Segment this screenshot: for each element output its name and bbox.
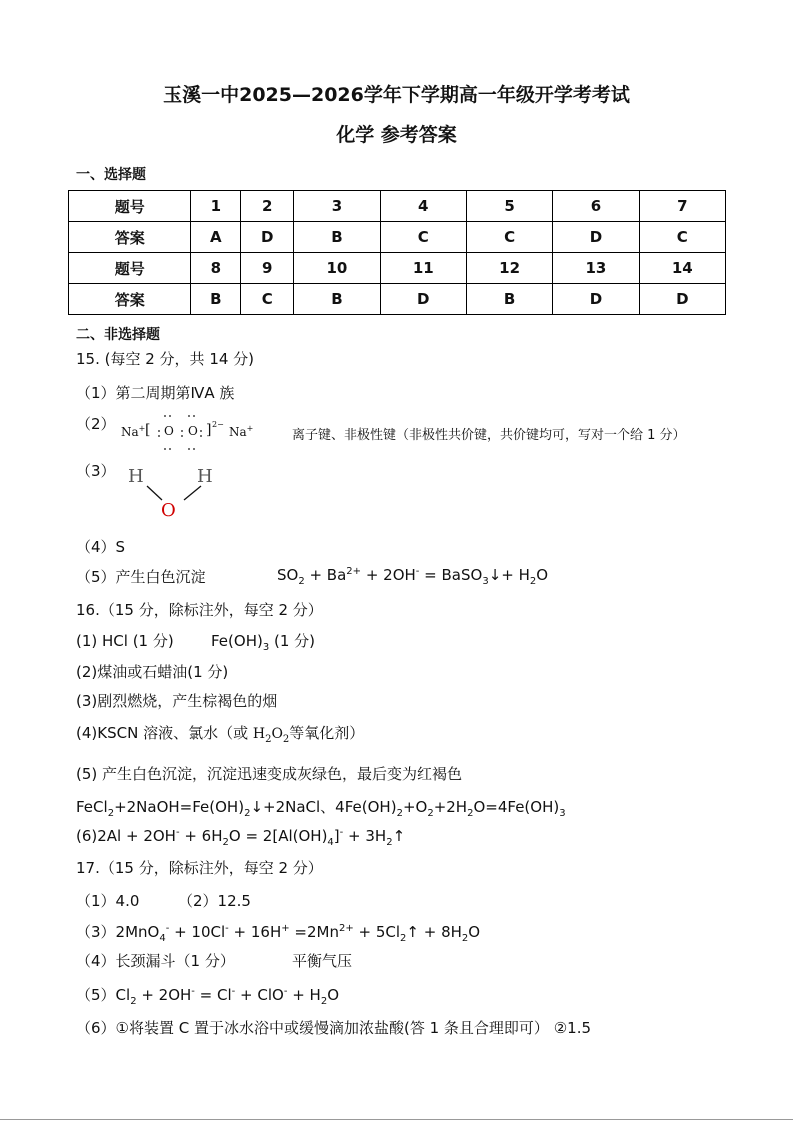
answer-table-cell: C [466,222,552,253]
title-line-2: 化学 参考答案 [336,124,457,146]
answer-table-cell: B [294,222,380,253]
q15-part5-label: （5）产生白色沉淀 [76,568,206,586]
answer-table-cell: A [191,222,241,253]
q16-part5-equation: $FeCl_2+2NaOH=Fe(OH)_2↓+2NaCl$、$4Fe(OH)_2+O_2+2H_2O=4Fe(OH)_3$ [76,798,566,819]
answer-table-cell: B [191,284,241,315]
answer-table-cell: 8 [191,253,241,284]
answer-table-row-header: 题号 [69,191,191,222]
q16-part1a: (1) HCl (1 分) [76,632,174,650]
page-bottom-rule [0,1119,793,1120]
answer-table-cell: 4 [380,191,466,222]
q15-part2-answer: 离子键、非极性键（非极性共价键，共价键均可，写对一个给 1 分） [292,428,686,443]
water-structure [120,462,220,524]
q17-part4a: （4）长颈漏斗（1 分） [76,952,235,970]
answer-table-cell: C [639,222,725,253]
q15-part2-label: （2） [76,415,116,433]
title-line-1: 玉溪一中2025—2026学年下学期高一年级开学考考试 [163,84,630,106]
answer-table-cell: 7 [639,191,725,222]
answer-table-row [69,253,726,284]
answer-table-cell: C [380,222,466,253]
answer-table-cell: 11 [380,253,466,284]
answer-table-cell: 5 [466,191,552,222]
answer-table-cell: B [466,284,552,315]
q17-part3: $(3)2MnO_4^- + 10Cl^- + 16H^+ =2Mn^{2+}$ + $5Cl_2↑ + 8H_2O$ [76,923,481,944]
answer-table-cell: 2 [241,191,294,222]
q16-part1b: $Fe(OH)_3$ (1 分) [211,632,315,653]
answer-table-cell: 6 [553,191,639,222]
sodium-peroxide-electron-formula: Na+ [ O O ] 2− Na+ [121,408,261,452]
answer-table-cell: D [553,284,639,315]
answer-table-cell: 3 [294,191,380,222]
oxygen-atom: O [161,500,176,521]
answer-table-row [69,222,726,253]
answer-table-cell: D [553,222,639,253]
q15-part5-equation: $SO_2 + Ba^{2+} + 2OH^-$ = BaSO$_3$↓+ $H_2O$ [277,566,549,587]
answer-table-cell: D [639,284,725,315]
q16-part2: (2)煤油或石蜡油(1 分) [76,663,229,681]
q17-part2: （2）12.5 [178,892,251,910]
answer-table-row-header: 答案 [69,284,191,315]
hydrogen-right: H [197,466,213,487]
answer-table-cell: D [241,222,294,253]
q16-part5: (5) 产生白色沉淀，沉淀迅速变成灰绿色，最后变为红褐色 [76,765,463,783]
answer-table-row [69,191,726,222]
answer-table-row-header: 题号 [69,253,191,284]
answer-table-cell: C [241,284,294,315]
q17-part5: $(5)Cl_2 + 2OH^- = Cl^- + ClO^- + H_2O$ [76,986,340,1007]
answer-table-cell: D [380,284,466,315]
answer-table-cell: 9 [241,253,294,284]
answer-table [68,190,726,315]
answer-table-cell: 12 [466,253,552,284]
answer-table-cell: 1 [191,191,241,222]
q15-part3-label: （3） [76,462,116,480]
q15-part1: （1）第二周期第ⅣA 族 [76,384,235,402]
hydrogen-left: H [128,466,144,487]
answer-table-cell: 14 [639,253,725,284]
q17-part6: （6）①将装置 C 置于冰水浴中或缓慢滴加浓盐酸(答 1 条且合理即可） ②1.5 [76,1019,592,1037]
q16-part6: $(6)2Al + 2OH^- + 6H_2O = 2[Al(OH)_4]^-$ + $3H_2↑$ [76,827,406,848]
answer-table-row-header: 答案 [69,222,191,253]
q16-part3: (3)剧烈燃烧，产生棕褐色的烟 [76,692,278,710]
q17-header: 17.（15 分，除标注外，每空 2 分） [76,859,323,877]
section-1-title: 一、选择题 [76,167,146,183]
answer-table-row [69,284,726,315]
q16-header: 16.（15 分，除标注外，每空 2 分） [76,601,323,619]
q16-part4: (4)KSCN 溶液、氯水（或 $H_2O_2$等氧化剂） [76,724,365,745]
q17-part4b: 平衡气压 [292,952,353,970]
section-2-title: 二、非选择题 [76,327,160,343]
answer-table-cell: B [294,284,380,315]
q15-part4: （4）S [76,538,126,556]
electron-dots [121,408,261,452]
answer-table-cell: 13 [553,253,639,284]
q17-part1: （1）4.0 [76,892,140,910]
answer-table-cell: 10 [294,253,380,284]
q15-header: 15. (每空 2 分，共 14 分) [76,350,255,368]
